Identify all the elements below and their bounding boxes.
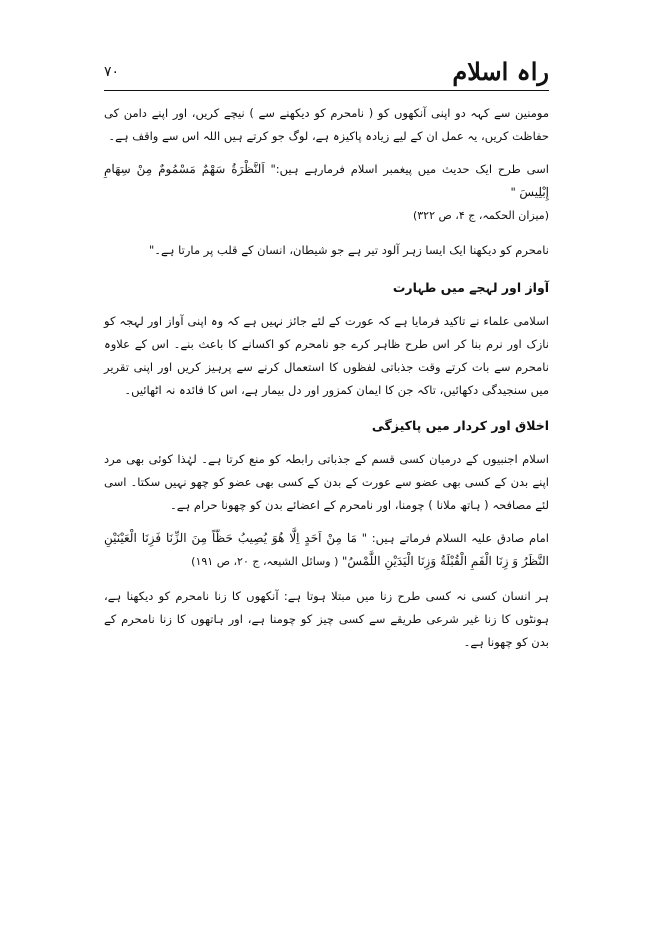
paragraph-hadith-translation: نامحرم کو دیکھنا ایک ایسا زہر آلود تیر ہے جو شیطان، انسان کے قلب پر مارتا ہے۔" xyxy=(149,243,549,257)
paragraph-imam-sadiq xyxy=(104,527,549,573)
paragraph-explanation: ہر انسان کسی نہ کسی طرح زنا میں مبتلا ہوتا ہے: آنکھوں کا زنا نامحرم کو دیکھنا ہے، ہونٹوں کا زنا غیر شرعی طریقے سے کسی چیز کو چومنا ہے، اور ہاتھوں کا زنا نامحرم کے بدن کو چھونا ہے۔ xyxy=(104,589,549,649)
citation-mizan: (میزان الحکمہ، ج ۴، ص ۳۲۲) xyxy=(412,209,549,222)
paragraph-physical-contact: اسلام اجنبیوں کے درمیان کسی قسم کے جذباتی رابطہ کو منع کرتا ہے۔ لہٰذا کوئی بھی مرد اپنے بدن کے کسی بھی عضو سے عورت کے بدن کے کسی بھی عضو کو چھو نہیں سکتا۔ اسی لئے مصافحہ ( ہاتھ ملانا ) چومنا، اور نامحرم کے اعضائے بدن کو چھونا حرام ہے۔ xyxy=(104,452,549,512)
arabic-hadith-glance: اَلنَّظْرَةُ سَهْمٌ مَسْمُومٌ مِنْ سِهَامِ إِبْلِيسَ xyxy=(104,162,549,199)
paragraph-lower-gaze: مومنین سے کہہ دو اپنی آنکھوں کو ( نامحرم کو دیکھنے سے ) نیچے کریں، اور اپنے دامن کی حفاظت کریں، یہ عمل ان کے لیے زیادہ پاکیزہ ہے، لوگ جو کرتے ہیں اللہ اس سے واقف ہے۔ xyxy=(104,106,549,143)
quote-close-2: " xyxy=(338,554,348,568)
page-header xyxy=(104,56,549,88)
page-number: ۷۰ xyxy=(104,64,120,80)
page-body xyxy=(104,96,549,654)
citation-wasail: ( وسائل الشیعہ، ج ۲۰، ص ۱۹۱) xyxy=(191,555,339,568)
arabic-hadith-zina: مَا مِنْ اَحَدٍ اِلَّا هُوَ يُصِيبُ حَظّاً مِنَ الزِّنَا فَزِنَا الْعَيْنَيْنِ النَّظَرُ وَ زِنَا الْفَمِ الْقُبْلَةُ وَزِنَا الْيَدَيْنِ اللَّمْسُ xyxy=(104,531,549,568)
header-divider xyxy=(104,90,549,91)
hadith-intro-text: اسی طرح ایک حدیث میں پیغمبر اسلام فرمارہے ہیں:" xyxy=(270,162,549,176)
paragraph-hadith-glance xyxy=(104,158,549,227)
imam-quote-intro: امام صادق علیہ السلام فرماتے ہیں: " xyxy=(361,531,549,545)
book-title: راہ اسلام xyxy=(452,57,549,86)
section-heading-conduct: اخلاق اور کردار میں پاکیزگی xyxy=(371,418,549,433)
section-heading-voice: آواز اور لہجے میں طہارت xyxy=(392,280,549,295)
paragraph-voice-tone: اسلامی علماء نے تاکید فرمایا ہے کہ عورت کے لئے جائز نہیں ہے کہ وہ اپنی آواز اور لہجہ کو نازک اور نرم بنا کر اس طرح ظاہر کرے جو نامحرم کو اکسانے کا باعث بنے۔ اس کے علاوہ نامحرم سے بات کرتے وقت جذباتی لفظوں کا استعمال کرنے سے پرہیز کریں اور اپنی تقریر میں سنجیدگی دکھائیں، تاکہ جن کا ایمان کمزور اور دل بیمار ہے، اس کا فائدہ نہ اٹھائیں۔ xyxy=(104,314,549,397)
quote-close: " xyxy=(510,185,520,199)
